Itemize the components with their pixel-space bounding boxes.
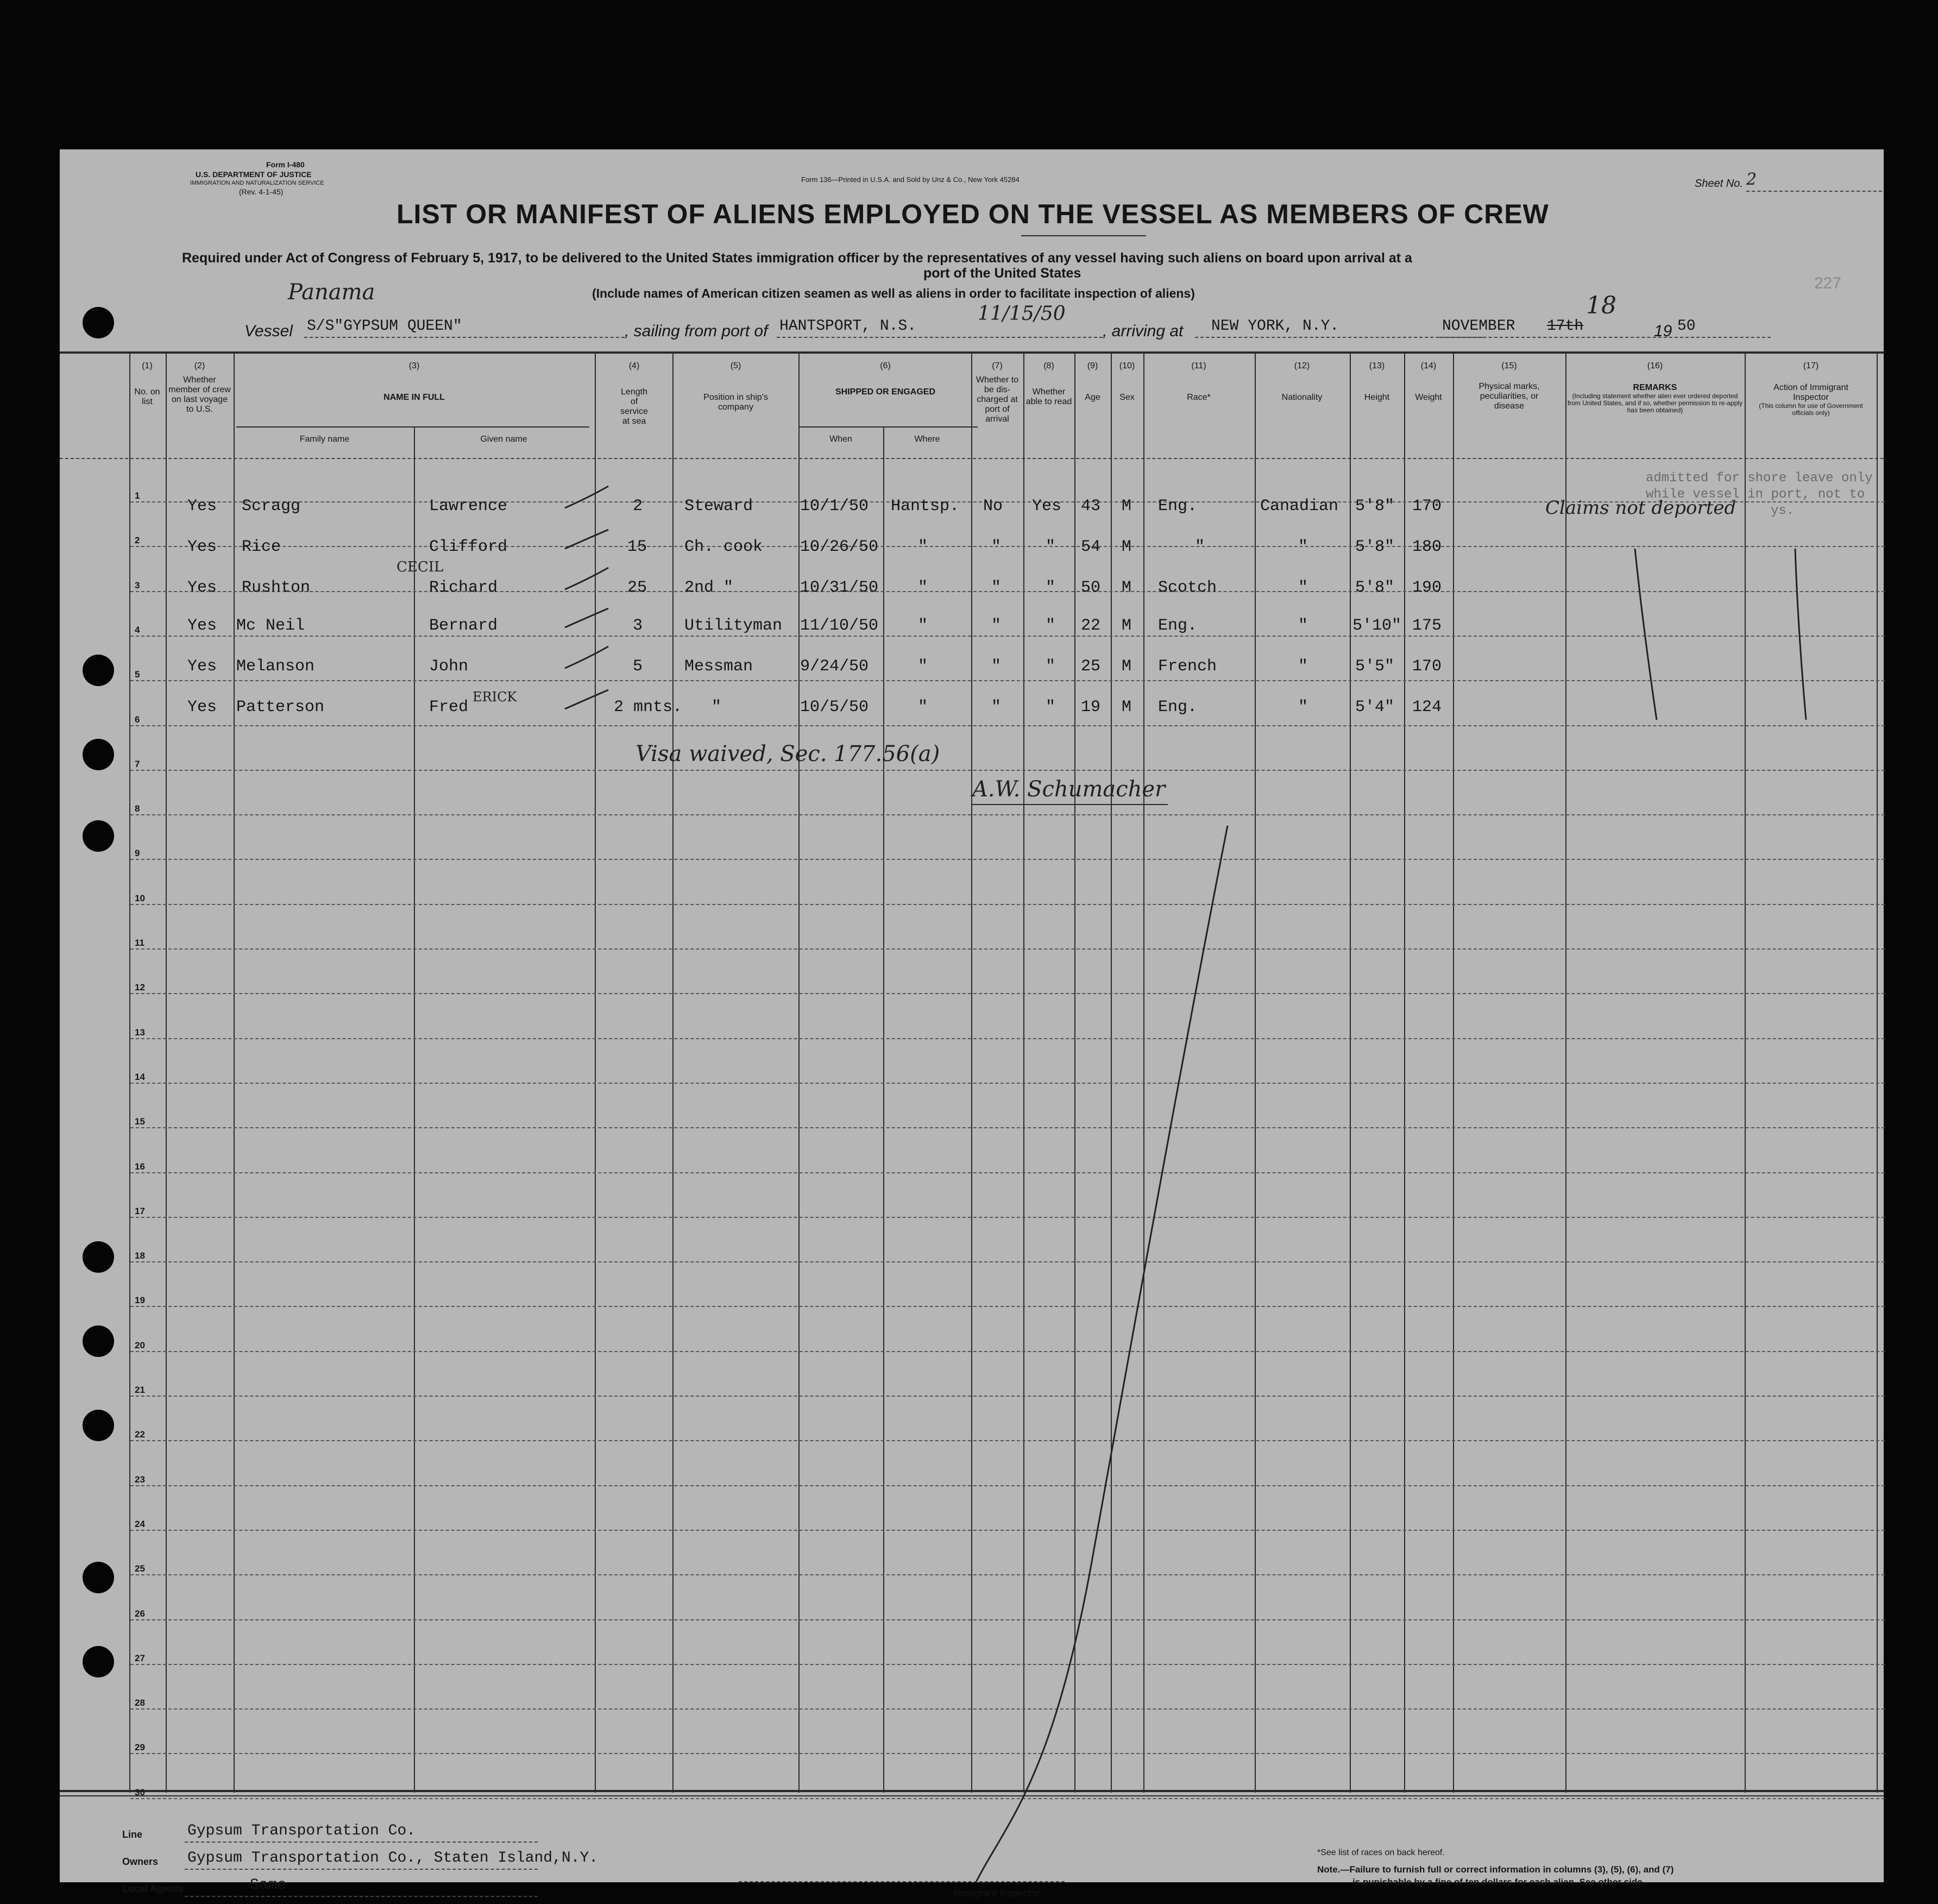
- age-cell: 22: [1081, 617, 1101, 635]
- weight-cell: 175: [1412, 617, 1442, 635]
- col-num: (10): [1119, 361, 1135, 370]
- subtitle-include: (Include names of American citizen seamen as well as aliens in order to facilitate inspection of aliens): [592, 286, 1195, 300]
- col-num: (3): [408, 361, 420, 370]
- arrival-day-struck: 17th: [1547, 318, 1584, 335]
- subtitle-act: Required under Act of Congress of February 5, 1917, to be delivered to the United States immigration officer by the representatives of any vessel having such aliens on board upon arrival at a: [182, 250, 1412, 266]
- col-num: (9): [1087, 361, 1098, 370]
- where-cell: ": [918, 698, 928, 717]
- stamp-number: 227: [1814, 274, 1842, 292]
- when-cell: 11/10/50: [800, 617, 879, 635]
- race-cell: Eng.: [1158, 497, 1198, 516]
- row-number: 26: [135, 1608, 145, 1619]
- given-name-cell: Clifford: [429, 538, 508, 556]
- last-voyage-cell: Yes: [187, 698, 217, 717]
- row-number: 5: [135, 669, 140, 680]
- col-label: Physical marks, peculiarities, or disease: [1478, 382, 1540, 411]
- position-cell: Messman: [684, 657, 753, 676]
- row-number: 19: [135, 1295, 145, 1306]
- weight-cell: 124: [1412, 698, 1442, 717]
- manifest-sheet: [60, 149, 1884, 1899]
- col-label: REMARKS: [1633, 383, 1677, 392]
- sheet-label: Sheet No.: [1695, 178, 1743, 190]
- service: IMMIGRATION AND NATURALIZATION SERVICE: [190, 180, 324, 186]
- line-label: Line: [122, 1829, 143, 1840]
- col-label: Nationality: [1281, 393, 1323, 402]
- col-label: Height: [1364, 393, 1390, 402]
- family-name-cell: Mc Neil: [236, 617, 305, 635]
- when-cell: 10/5/50: [800, 698, 869, 717]
- col-label: Weight: [1415, 393, 1442, 402]
- where-cell: ": [918, 657, 928, 676]
- service-cell: 25: [627, 579, 647, 597]
- revision: (Rev. 4-1-45): [239, 187, 284, 196]
- col-3-family-header: Family name: [299, 435, 350, 444]
- last-voyage-cell: Yes: [187, 497, 217, 516]
- height-cell: 5'10": [1352, 617, 1402, 635]
- sailing-port: HANTSPORT, N.S.: [779, 318, 917, 335]
- discharged-cell: ": [991, 657, 1002, 676]
- agents-value: Same: [250, 1877, 287, 1894]
- sex-cell: M: [1122, 497, 1132, 516]
- row-number: 28: [135, 1698, 145, 1708]
- discharged-cell: ": [991, 617, 1002, 635]
- height-cell: 5'8": [1355, 538, 1395, 556]
- family-name-cell: Rushton: [242, 579, 311, 597]
- nationality-cell: ": [1298, 617, 1308, 635]
- given-name-cell: Lawrence: [429, 497, 508, 516]
- position-cell: Utilityman: [684, 617, 783, 635]
- age-cell: 50: [1081, 579, 1101, 597]
- row-number: 23: [135, 1474, 145, 1485]
- col-label: SHIPPED OR ENGAGED: [835, 387, 936, 397]
- sailing-date: 11/15/50: [978, 303, 1066, 325]
- col-num: (7): [992, 361, 1003, 370]
- service-cell: 15: [627, 538, 647, 556]
- vessel-name: S/S"GYPSUM QUEEN": [307, 318, 462, 335]
- col-6-where-header: Where: [914, 435, 940, 444]
- read-cell: ": [1046, 617, 1056, 635]
- col-6-when-header: When: [829, 435, 852, 444]
- read-cell: ": [1046, 698, 1056, 717]
- weight-cell: 170: [1412, 657, 1442, 676]
- races-note: *See list of races on back hereof.: [1317, 1848, 1445, 1857]
- height-cell: 5'8": [1355, 579, 1395, 597]
- read-cell: ": [1046, 538, 1056, 556]
- printer-note: Form 136—Printed in U.S.A. and Sold by Unz & Co., New York 45284: [801, 175, 1020, 184]
- tick-marks: [60, 149, 1884, 1882]
- row-number: 10: [135, 893, 145, 903]
- service-cell: 2: [633, 497, 643, 516]
- note-line-1: Note.—Failure to furnish full or correct information in columns (3), (5), (6), and (7): [1317, 1864, 1674, 1875]
- signature: A.W. Schumacher: [972, 777, 1166, 802]
- col-label: Action of Immigrant Inspector: [1773, 383, 1848, 402]
- height-cell: 5'4": [1355, 698, 1395, 717]
- form-number: Form I-480: [266, 160, 305, 169]
- subtitle-port: port of the United States: [923, 266, 1081, 281]
- when-cell: 9/24/50: [800, 657, 869, 676]
- read-cell: ": [1046, 657, 1056, 676]
- race-cell: Eng.: [1158, 698, 1198, 717]
- department: U.S. DEPARTMENT OF JUSTICE: [196, 170, 312, 179]
- discharged-cell: ": [991, 698, 1002, 717]
- col-num: (4): [628, 361, 640, 370]
- agents-label: Local Agents: [122, 1883, 184, 1894]
- when-cell: 10/1/50: [800, 497, 869, 516]
- family-name-cell: Patterson: [236, 698, 325, 717]
- row-number: 2: [135, 535, 140, 546]
- arriving-label: , arriving at: [1103, 322, 1184, 340]
- row-number: 4: [135, 624, 140, 635]
- weight-cell: 170: [1412, 497, 1442, 516]
- service-cell: 5: [633, 657, 643, 676]
- sex-cell: M: [1122, 657, 1132, 676]
- given-name-cell: Fred: [429, 698, 469, 717]
- col-label: No. on list: [134, 387, 160, 406]
- read-cell: ": [1046, 579, 1056, 597]
- col-label: Sex: [1119, 393, 1135, 402]
- sailing-label: , sailing from port of: [625, 322, 768, 340]
- col-num: (5): [730, 361, 741, 370]
- where-cell: ": [918, 538, 928, 556]
- arrival-month: NOVEMBER: [1442, 318, 1515, 335]
- race-cell: ": [1195, 538, 1205, 556]
- family-name-cell: Rice: [242, 538, 281, 556]
- inspector-label: Immigrant Inspector.: [953, 1888, 1042, 1899]
- row-number: 29: [135, 1742, 145, 1753]
- nationality-cell: ": [1298, 698, 1308, 717]
- row-number: 13: [135, 1027, 145, 1038]
- col-num: (1): [142, 361, 153, 370]
- last-voyage-cell: Yes: [187, 579, 217, 597]
- row-number: 20: [135, 1340, 145, 1350]
- col-label: Whether member of crew on last voyage to U.S.: [168, 375, 231, 414]
- col-num: (17): [1803, 361, 1819, 370]
- col-num: (13): [1369, 361, 1385, 370]
- last-voyage-cell: Yes: [187, 538, 217, 556]
- where-cell: ": [918, 617, 928, 635]
- read-cell: Yes: [1032, 497, 1062, 516]
- row-number: 21: [135, 1385, 145, 1395]
- row-number: 25: [135, 1563, 145, 1574]
- race-cell: French: [1158, 657, 1217, 676]
- arriving-port: NEW YORK, N.Y.: [1211, 318, 1339, 335]
- arrival-year-prefix: 19: [1654, 322, 1672, 340]
- row-number: 27: [135, 1652, 145, 1663]
- age-cell: 43: [1081, 497, 1101, 516]
- col-label: Whether able to read: [1025, 387, 1072, 406]
- given-name-added: CECIL: [397, 559, 444, 575]
- col-note: (Including statement whether alien ever ordered deported from United States, and if so, whether permission to re-apply has been obtained): [1567, 392, 1743, 414]
- sheet-number: 2: [1746, 170, 1757, 189]
- age-cell: 25: [1081, 657, 1101, 676]
- row-number: 3: [135, 580, 140, 590]
- visa-note: Visa waived, Sec. 177.56(a): [635, 742, 940, 766]
- service-cell: 3: [633, 617, 643, 635]
- remarks-typed-1: admitted for shore leave only: [1646, 471, 1873, 486]
- col-label: Age: [1085, 393, 1100, 402]
- row-number: 24: [135, 1518, 145, 1529]
- position-cell: ": [712, 698, 722, 717]
- col-note: (This column for use of Government officials only): [1759, 402, 1863, 417]
- nationality-cell: ": [1298, 657, 1308, 676]
- row-number: 8: [135, 803, 140, 814]
- age-cell: 19: [1081, 698, 1101, 717]
- height-cell: 5'8": [1355, 497, 1395, 516]
- discharged-cell: No: [983, 497, 1003, 516]
- sex-cell: M: [1122, 617, 1132, 635]
- where-cell: Hantsp.: [891, 497, 960, 516]
- row-number: 14: [135, 1071, 145, 1082]
- col-label: Race*: [1187, 393, 1211, 402]
- col-num: (14): [1420, 361, 1437, 370]
- last-voyage-cell: Yes: [187, 617, 217, 635]
- remarks-handwritten: Claims not deported: [1545, 497, 1736, 519]
- row-number: 12: [135, 982, 145, 993]
- row-number: 30: [135, 1787, 145, 1798]
- family-name-cell: Melanson: [236, 657, 315, 676]
- last-voyage-cell: Yes: [187, 657, 217, 676]
- arrival-day: 18: [1586, 292, 1616, 319]
- sex-cell: M: [1122, 698, 1132, 717]
- remarks-typed-3: ys.: [1771, 504, 1795, 518]
- col-label: NAME IN FULL: [383, 393, 445, 402]
- given-name-cell: Bernard: [429, 617, 498, 635]
- position-cell: 2nd ": [684, 579, 734, 597]
- col-num: (15): [1501, 361, 1517, 370]
- note-line-2: is punishable by a fine of ten dollars for each alien. See other side.: [1352, 1877, 1645, 1887]
- position-cell: Ch. cook: [684, 538, 763, 556]
- row-number: 22: [135, 1429, 145, 1440]
- vessel-label: Vessel: [244, 322, 293, 340]
- family-name-cell: Scragg: [242, 497, 301, 516]
- discharged-cell: ": [991, 579, 1002, 597]
- nationality-cell: Canadian: [1260, 497, 1339, 516]
- row-number: 18: [135, 1251, 145, 1261]
- row-number: 15: [135, 1116, 145, 1127]
- col-num: (11): [1191, 361, 1206, 370]
- when-cell: 10/26/50: [800, 538, 879, 556]
- owners-value: Gypsum Transportation Co., Staten Island,N.Y.: [187, 1850, 599, 1867]
- weight-cell: 190: [1412, 579, 1442, 597]
- service-cell: 2 mnts.: [614, 698, 683, 717]
- when-cell: 10/31/50: [800, 579, 879, 597]
- age-cell: 54: [1081, 538, 1101, 556]
- row-number: 7: [135, 758, 140, 769]
- row-number: 17: [135, 1205, 145, 1216]
- col-label: Length of service at sea: [620, 387, 648, 426]
- col-num: (8): [1043, 361, 1054, 370]
- given-name-cell: Richard: [429, 579, 498, 597]
- weight-cell: 180: [1412, 538, 1442, 556]
- col-label: Whether to be dis-charged at port of arrival: [976, 375, 1019, 424]
- race-cell: Eng.: [1158, 617, 1198, 635]
- row-number: 9: [135, 848, 140, 859]
- arrival-year-suffix: 50: [1677, 318, 1696, 335]
- row-number: 16: [135, 1161, 145, 1172]
- col-num: (2): [194, 361, 205, 370]
- nationality-cell: ": [1298, 538, 1308, 556]
- owners-label: Owners: [122, 1856, 159, 1867]
- discharged-cell: ": [991, 538, 1002, 556]
- position-cell: Steward: [684, 497, 753, 516]
- row-number: 11: [135, 938, 144, 948]
- col-num: (12): [1294, 361, 1310, 370]
- col-num: (6): [880, 361, 891, 370]
- row-number: 1: [135, 491, 140, 501]
- height-cell: 5'5": [1355, 657, 1395, 676]
- where-cell: ": [918, 579, 928, 597]
- row-number: 6: [135, 714, 140, 725]
- sex-cell: M: [1122, 579, 1132, 597]
- vessel-flag: Panama: [288, 280, 375, 305]
- line-value: Gypsum Transportation Co.: [187, 1823, 416, 1839]
- given-name-cell: John: [429, 657, 469, 676]
- col-label: Position in ship's company: [703, 393, 768, 412]
- given-name-added: ERICK: [473, 689, 517, 705]
- sex-cell: M: [1122, 538, 1132, 556]
- col-3-given-header: Given name: [480, 435, 527, 444]
- nationality-cell: ": [1298, 579, 1308, 597]
- page-title: LIST OR MANIFEST OF ALIENS EMPLOYED ON THE VESSEL AS MEMBERS OF CREW: [397, 199, 1549, 229]
- col-num: (16): [1647, 361, 1663, 370]
- race-cell: Scotch: [1158, 579, 1217, 597]
- remarks-typed-2: while vessel in port, not to: [1646, 487, 1865, 502]
